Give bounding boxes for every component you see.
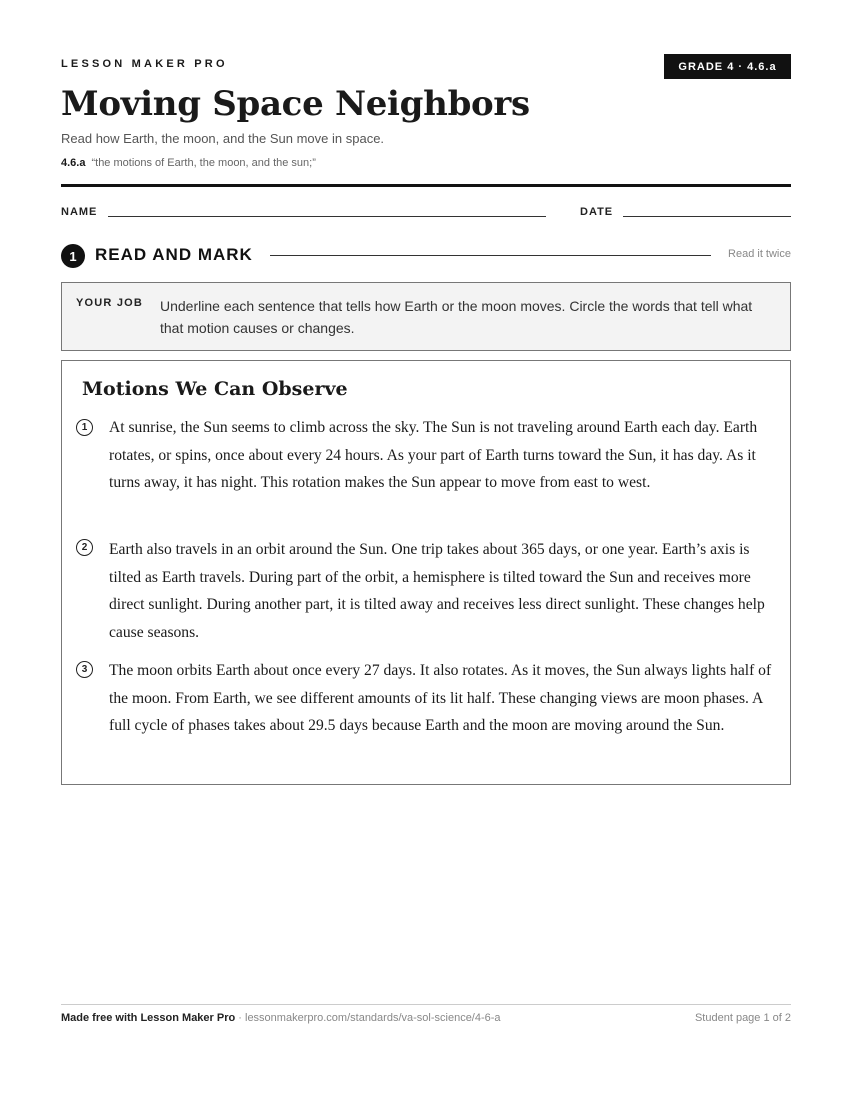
section-title: READ AND MARK xyxy=(95,245,253,264)
job-instructions: Underline each sentence that tells how Earth or the moon moves. Circle the words that tell what that motion causes or changes. xyxy=(160,298,753,336)
page-subtitle: Read how Earth, the moon, and the Sun move in space. xyxy=(61,131,385,146)
date-field-line[interactable] xyxy=(623,216,791,217)
paragraph-2: Earth also travels in an orbit around the Sun. One trip takes about 365 days, or one year. Earth’s axis is tilted as Earth travels. During part of the orbit, a hemisphere is tilted toward the Sun and receives more direct sunlight. During another part, it is tilted away and receives less direct sunlight. These changes help cause seasons. xyxy=(109,541,765,641)
reading-passage-box xyxy=(61,360,791,785)
paragraph-number-1: 1 xyxy=(76,419,93,436)
paragraph-1: At sunrise, the Sun seems to climb across the sky. The Sun is not traveling around Earth each day. Earth rotates, or spins, once about every 24 hours. As your part of Earth turns toward the Sun, it has day. As it turns away, it has night. This rotation makes the Sun appear to move from east to west. xyxy=(109,419,758,491)
standard-code: 4.6.a xyxy=(61,157,86,169)
grade-badge: GRADE 4 · 4.6.a xyxy=(664,54,791,79)
reading-title: Motions We Can Observe xyxy=(82,378,348,400)
section-rule xyxy=(270,255,711,256)
standard-text: “the motions of Earth, the moon, and the sun;” xyxy=(91,157,316,169)
paragraph-number-2: 2 xyxy=(76,539,93,556)
footer-page-number: Student page 1 of 2 xyxy=(694,1012,791,1024)
section-number-badge: 1 xyxy=(61,244,85,268)
name-field-line[interactable] xyxy=(108,216,546,217)
header-divider xyxy=(61,184,791,187)
standard-line xyxy=(61,157,316,169)
section-note: Read it twice xyxy=(728,248,791,260)
footer-made-with: Made free with Lesson Maker Pro xyxy=(61,1012,236,1024)
worksheet-page xyxy=(61,0,791,1100)
footer-divider xyxy=(61,1004,791,1005)
job-label: YOUR JOB xyxy=(76,297,144,309)
page-title: Moving Space Neighbors xyxy=(61,84,530,124)
paragraph-3: The moon orbits Earth about once every 27 days. It also rotates. As it moves, the Sun always lights half of the moon. From Earth, we see different amounts of its lit half. These changing views are moon phases. A full cycle of phases takes about 29.5 days because Earth and the moon are moving around the Sun. xyxy=(109,662,772,734)
footer-url[interactable]: · lessonmakerpro.com/standards/va-sol-science/4-6-a xyxy=(235,1012,501,1024)
job-box xyxy=(61,282,791,351)
paragraph-number-3: 3 xyxy=(76,661,93,678)
name-label: NAME xyxy=(61,206,98,218)
footer-credit xyxy=(61,1012,501,1024)
date-label: DATE xyxy=(580,206,614,218)
brand-name: LESSON MAKER PRO xyxy=(61,58,228,70)
